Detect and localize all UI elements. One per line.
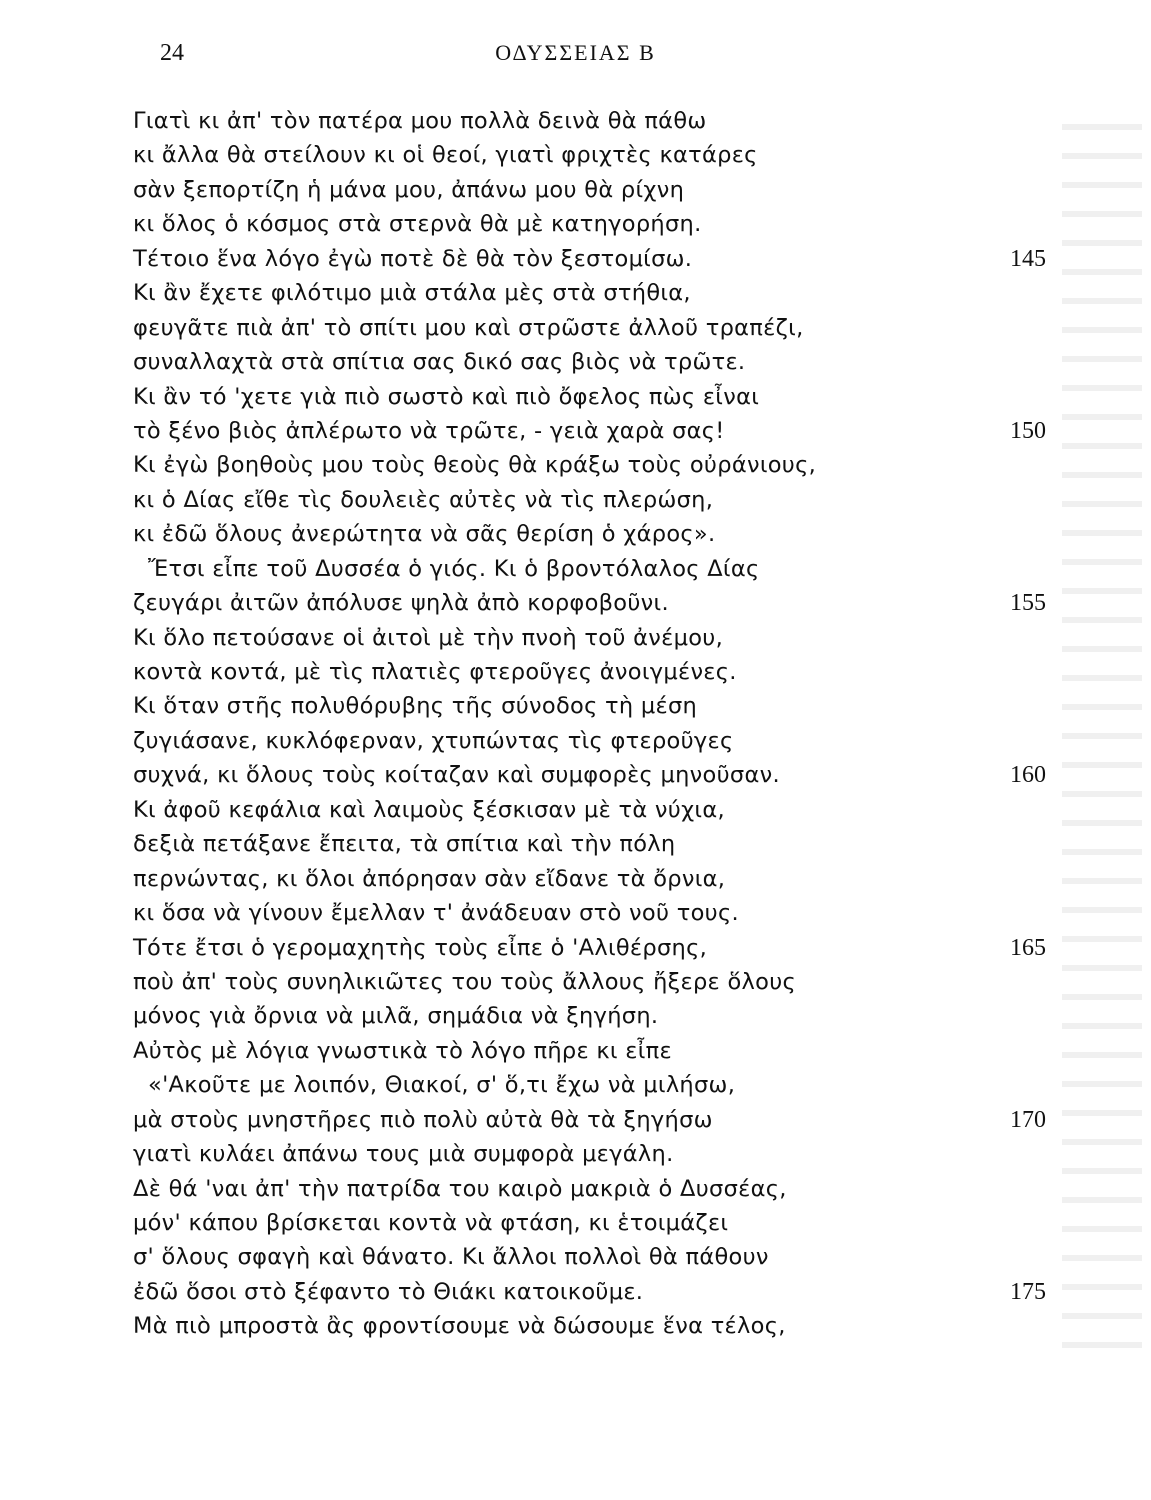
- verse-text: σὰν ξεπορτίζη ἡ μάνα μου, ἀπάνω μου θὰ ρίχνη: [133, 176, 685, 203]
- verse-line: [0, 655, 1151, 689]
- verse-text: κι ἄλλα θὰ στείλουν κι οἱ θεοί, γιατὶ φριχτὲς κατάρες: [133, 142, 758, 169]
- verse-text: κι ὅσα νὰ γίνουν ἔμελλαν τ' ἀνάδευαν στὸ νοῦ τους.: [133, 900, 739, 927]
- verse-text: συναλλαχτὰ στὰ σπίτια σας δικό σας βιὸς νὰ τρῶτε.: [133, 349, 746, 376]
- verse-line: [0, 621, 1151, 655]
- verse-line: [0, 931, 1151, 965]
- verse-text: Κι ἂν τό 'χετε γιὰ πιὸ σωστὸ καὶ πιὸ ὄφελος πὼς εἶναι: [133, 383, 760, 410]
- verse-line: [0, 173, 1151, 207]
- verse-line: [0, 1137, 1151, 1171]
- verse-text: κι ὁ Δίας εἴθε τὶς δουλειὲς αὐτὲς νὰ τὶς πλερώση,: [133, 486, 714, 513]
- verse-text: περνώντας, κι ὅλοι ἀπόρησαν σὰν εἴδανε τὰ ὄρνια,: [133, 865, 726, 892]
- verse-line: [0, 1240, 1151, 1274]
- verse-line: [0, 1034, 1151, 1068]
- verse-text: ζυγιάσανε, κυκλόφερναν, χτυπώντας τὶς φτεροῦγες: [133, 727, 734, 754]
- verse-text: κι ὅλος ὁ κόσμος στὰ στερνὰ θὰ μὲ κατηγορήση.: [133, 211, 702, 238]
- verse-text: ποὺ ἀπ' τοὺς συνηλικιῶτες του τοὺς ἄλλους ἤξερε ὅλους: [133, 968, 797, 995]
- verse-text: φευγᾶτε πιὰ ἀπ' τὸ σπίτι μου καὶ στρῶστε ἀλλοῦ τραπέζι,: [133, 314, 804, 341]
- verse-line: [0, 104, 1151, 138]
- running-head: [0, 40, 1151, 76]
- line-number: 150: [1010, 417, 1046, 444]
- verse-text: Κι ὅταν στῆς πολυθόρυβης τῆς σύνοδος τὴ μέση: [133, 693, 698, 720]
- verse-text: σ' ὅλους σφαγὴ καὶ θάνατο. Κι ἄλλοι πολλοὶ θὰ πάθουν: [133, 1244, 769, 1271]
- verse-line: [0, 758, 1151, 792]
- verse-text: Δὲ θά 'ναι ἀπ' τὴν πατρίδα του καιρὸ μακριὰ ὁ Δυσσέας,: [133, 1175, 787, 1202]
- verse-line: [0, 793, 1151, 827]
- verse-text: δεξιὰ πετάξανε ἔπειτα, τὰ σπίτια καὶ τὴν πόλη: [133, 831, 676, 858]
- verse-text: κοντὰ κοντά, μὲ τὶς πλατιὲς φτεροῦγες ἀνοιγμένες.: [133, 659, 737, 685]
- verse-line: [0, 311, 1151, 345]
- page-number: 24: [160, 40, 184, 66]
- verse-line: [0, 689, 1151, 723]
- verse-text: κι ἐδῶ ὅλους ἀνερώτητα νὰ σᾶς θερίση ὁ χάρος».: [133, 521, 716, 548]
- verse-line: [0, 1309, 1151, 1343]
- verse-line: [0, 1275, 1151, 1309]
- verse-text: Ἔτσι εἶπε τοῦ Δυσσέα ὁ γιός. Κι ὁ βροντόλαλος Δίας: [148, 555, 760, 582]
- verse-text: Κι ὅλο πετούσανε οἱ ἀιτοὶ μὲ τὴν πνοὴ τοῦ ἀνέμου,: [133, 624, 724, 651]
- verse-line: [0, 276, 1151, 310]
- verse-line: [0, 380, 1151, 414]
- verse-text: «'Ακοῦτε με λοιπόν, Θιακοί, σ' ὅ,τι ἔχω νὰ μιλήσω,: [148, 1072, 736, 1099]
- verse-line: [0, 827, 1151, 861]
- verse-text: Γιατὶ κι ἀπ' τὸν πατέρα μου πολλὰ δεινὰ θὰ πάθω: [133, 108, 707, 134]
- verse-line: [0, 242, 1151, 276]
- verse-line: [0, 724, 1151, 758]
- verse-line: [0, 517, 1151, 551]
- verse-text: μόν' κάπου βρίσκεται κοντὰ νὰ φτάση, κι ἑτοιμάζει: [133, 1210, 729, 1236]
- verse-line: [0, 862, 1151, 896]
- verse-line: [0, 1172, 1151, 1206]
- verse-text: Αὐτὸς μὲ λόγια γνωστικὰ τὸ λόγο πῆρε κι εἶπε: [133, 1037, 672, 1064]
- poem-text: [0, 104, 1151, 1344]
- verse-text: Μὰ πιὸ μπροστὰ ἂς φροντίσουμε νὰ δώσουμε ἕνα τέλος,: [133, 1313, 786, 1340]
- verse-line: [0, 448, 1151, 482]
- verse-text: Κι ἐγὼ βοηθοὺς μου τοὺς θεοὺς θὰ κράξω τοὺς οὐράνιους,: [133, 452, 817, 479]
- verse-line: [0, 1103, 1151, 1137]
- verse-line: [0, 896, 1151, 930]
- verse-line: [0, 207, 1151, 241]
- verse-text: Κι ἀφοῦ κεφάλια καὶ λαιμοὺς ξέσκισαν μὲ τὰ νύχια,: [133, 796, 725, 823]
- verse-text: ἐδῶ ὅσοι στὸ ξέφαντο τὸ Θιάκι κατοικοῦμε.: [133, 1278, 644, 1305]
- verse-line: [0, 138, 1151, 172]
- verse-line: [0, 414, 1151, 448]
- verse-text: Τότε ἔτσι ὁ γερομαχητὴς τοὺς εἶπε ὁ 'Αλιθέρσης,: [133, 934, 708, 961]
- book-title: ΟΔΥΣΣΕΙΑΣ Β: [495, 40, 656, 65]
- line-number: 155: [1010, 590, 1046, 617]
- verse-line: [0, 1206, 1151, 1240]
- line-number: 175: [1010, 1278, 1046, 1305]
- verse-text: Τέτοιο ἕνα λόγο ἐγὼ ποτὲ δὲ θὰ τὸν ξεστομίσω.: [133, 245, 693, 272]
- verse-text: τὸ ξένο βιὸς ἀπλέρωτο νὰ τρῶτε, - γειὰ χαρὰ σας!: [133, 417, 725, 444]
- verse-text: γιατὶ κυλάει ἀπάνω τους μιὰ συμφορὰ μεγάλη.: [133, 1141, 674, 1168]
- line-number: 160: [1010, 762, 1046, 789]
- verse-line: [0, 483, 1151, 517]
- verse-line: [0, 999, 1151, 1033]
- line-number: 165: [1010, 934, 1046, 961]
- verse-line: [0, 965, 1151, 999]
- verse-line: [0, 586, 1151, 620]
- line-number: 170: [1010, 1106, 1046, 1133]
- verse-line: [0, 345, 1151, 379]
- verse-text: μὰ στοὺς μνηστῆρες πιὸ πολὺ αὐτὰ θὰ τὰ ξηγήσω: [133, 1106, 713, 1133]
- verse-text: μόνος γιὰ ὄρνια νὰ μιλᾶ, σημάδια νὰ ξηγήση.: [133, 1003, 659, 1030]
- verse-text: Κι ἂν ἔχετε φιλότιμο μιὰ στάλα μὲς στὰ στήθια,: [133, 280, 691, 307]
- verse-line: [0, 1068, 1151, 1102]
- line-number: 145: [1010, 245, 1046, 272]
- verse-text: συχνά, κι ὅλους τοὺς κοίταζαν καὶ συμφορὲς μηνοῦσαν.: [133, 762, 780, 789]
- verse-text: ζευγάρι ἀιτῶν ἀπόλυσε ψηλὰ ἀπὸ κορφοβοῦνι.: [133, 590, 669, 617]
- verse-line: [0, 552, 1151, 586]
